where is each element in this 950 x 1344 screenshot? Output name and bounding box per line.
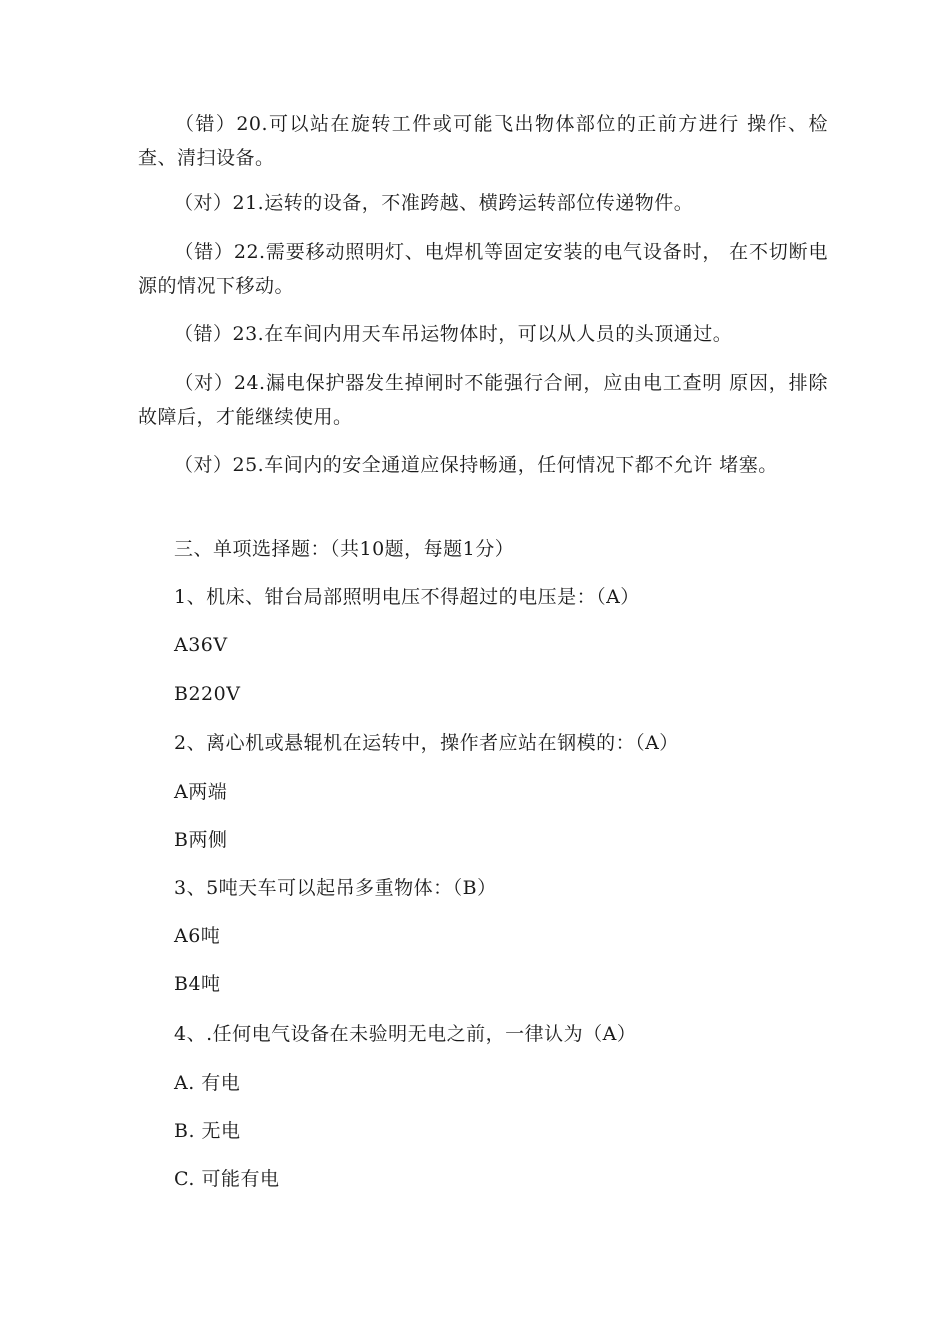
item-text: （错）22.需要移动照明灯、电焊机等固定安装的电气设备时， 在不切断电源的情况下移动。	[138, 241, 828, 297]
true-false-item-23	[138, 317, 828, 351]
item-text: （对）24.漏电保护器发生掉闸时不能强行合闸，应由电工查明 原因，排除故障后，才能继续使用。	[138, 372, 828, 428]
true-false-item-22	[138, 235, 828, 303]
question-stem: 1、机床、钳台局部照明电压不得超过的电压是：（A）	[174, 586, 640, 608]
question-option: B4吨	[174, 973, 221, 995]
question-stem: 3、5吨天车可以起吊多重物体：（B）	[174, 877, 497, 899]
true-false-item-25	[138, 448, 828, 482]
question-option: B. 无电	[174, 1120, 241, 1142]
question-option: C. 可能有电	[174, 1168, 280, 1190]
question-option: A36V	[174, 634, 228, 656]
question-stem: 2、离心机或悬辊机在运转中，操作者应站在钢模的：（A）	[174, 732, 679, 754]
question-option: A6吨	[174, 925, 221, 947]
question-option: B220V	[174, 683, 241, 705]
question-option: B两侧	[174, 829, 228, 851]
item-text: （对）21.运转的设备，不准跨越、横跨运转部位传递物件。	[174, 192, 694, 214]
true-false-item-24	[138, 366, 828, 434]
question-option: A. 有电	[174, 1072, 241, 1094]
item-text: （错）20.可以站在旋转工件或可能飞出物体部位的正前方进行 操作、检查、清扫设备。	[138, 113, 828, 169]
question-stem: 4、.任何电气设备在未验明无电之前，一律认为（A）	[174, 1023, 637, 1045]
question-option: A两端	[174, 781, 228, 803]
true-false-item-20	[138, 107, 828, 175]
section-heading: 三、单项选择题：（共10题，每题1分）	[174, 538, 515, 560]
true-false-item-21	[138, 186, 828, 220]
item-text: （错）23.在车间内用天车吊运物体时，可以从人员的头顶通过。	[174, 323, 733, 345]
item-text: （对）25.车间内的安全通道应保持畅通，任何情况下都不允许 堵塞。	[174, 454, 778, 476]
